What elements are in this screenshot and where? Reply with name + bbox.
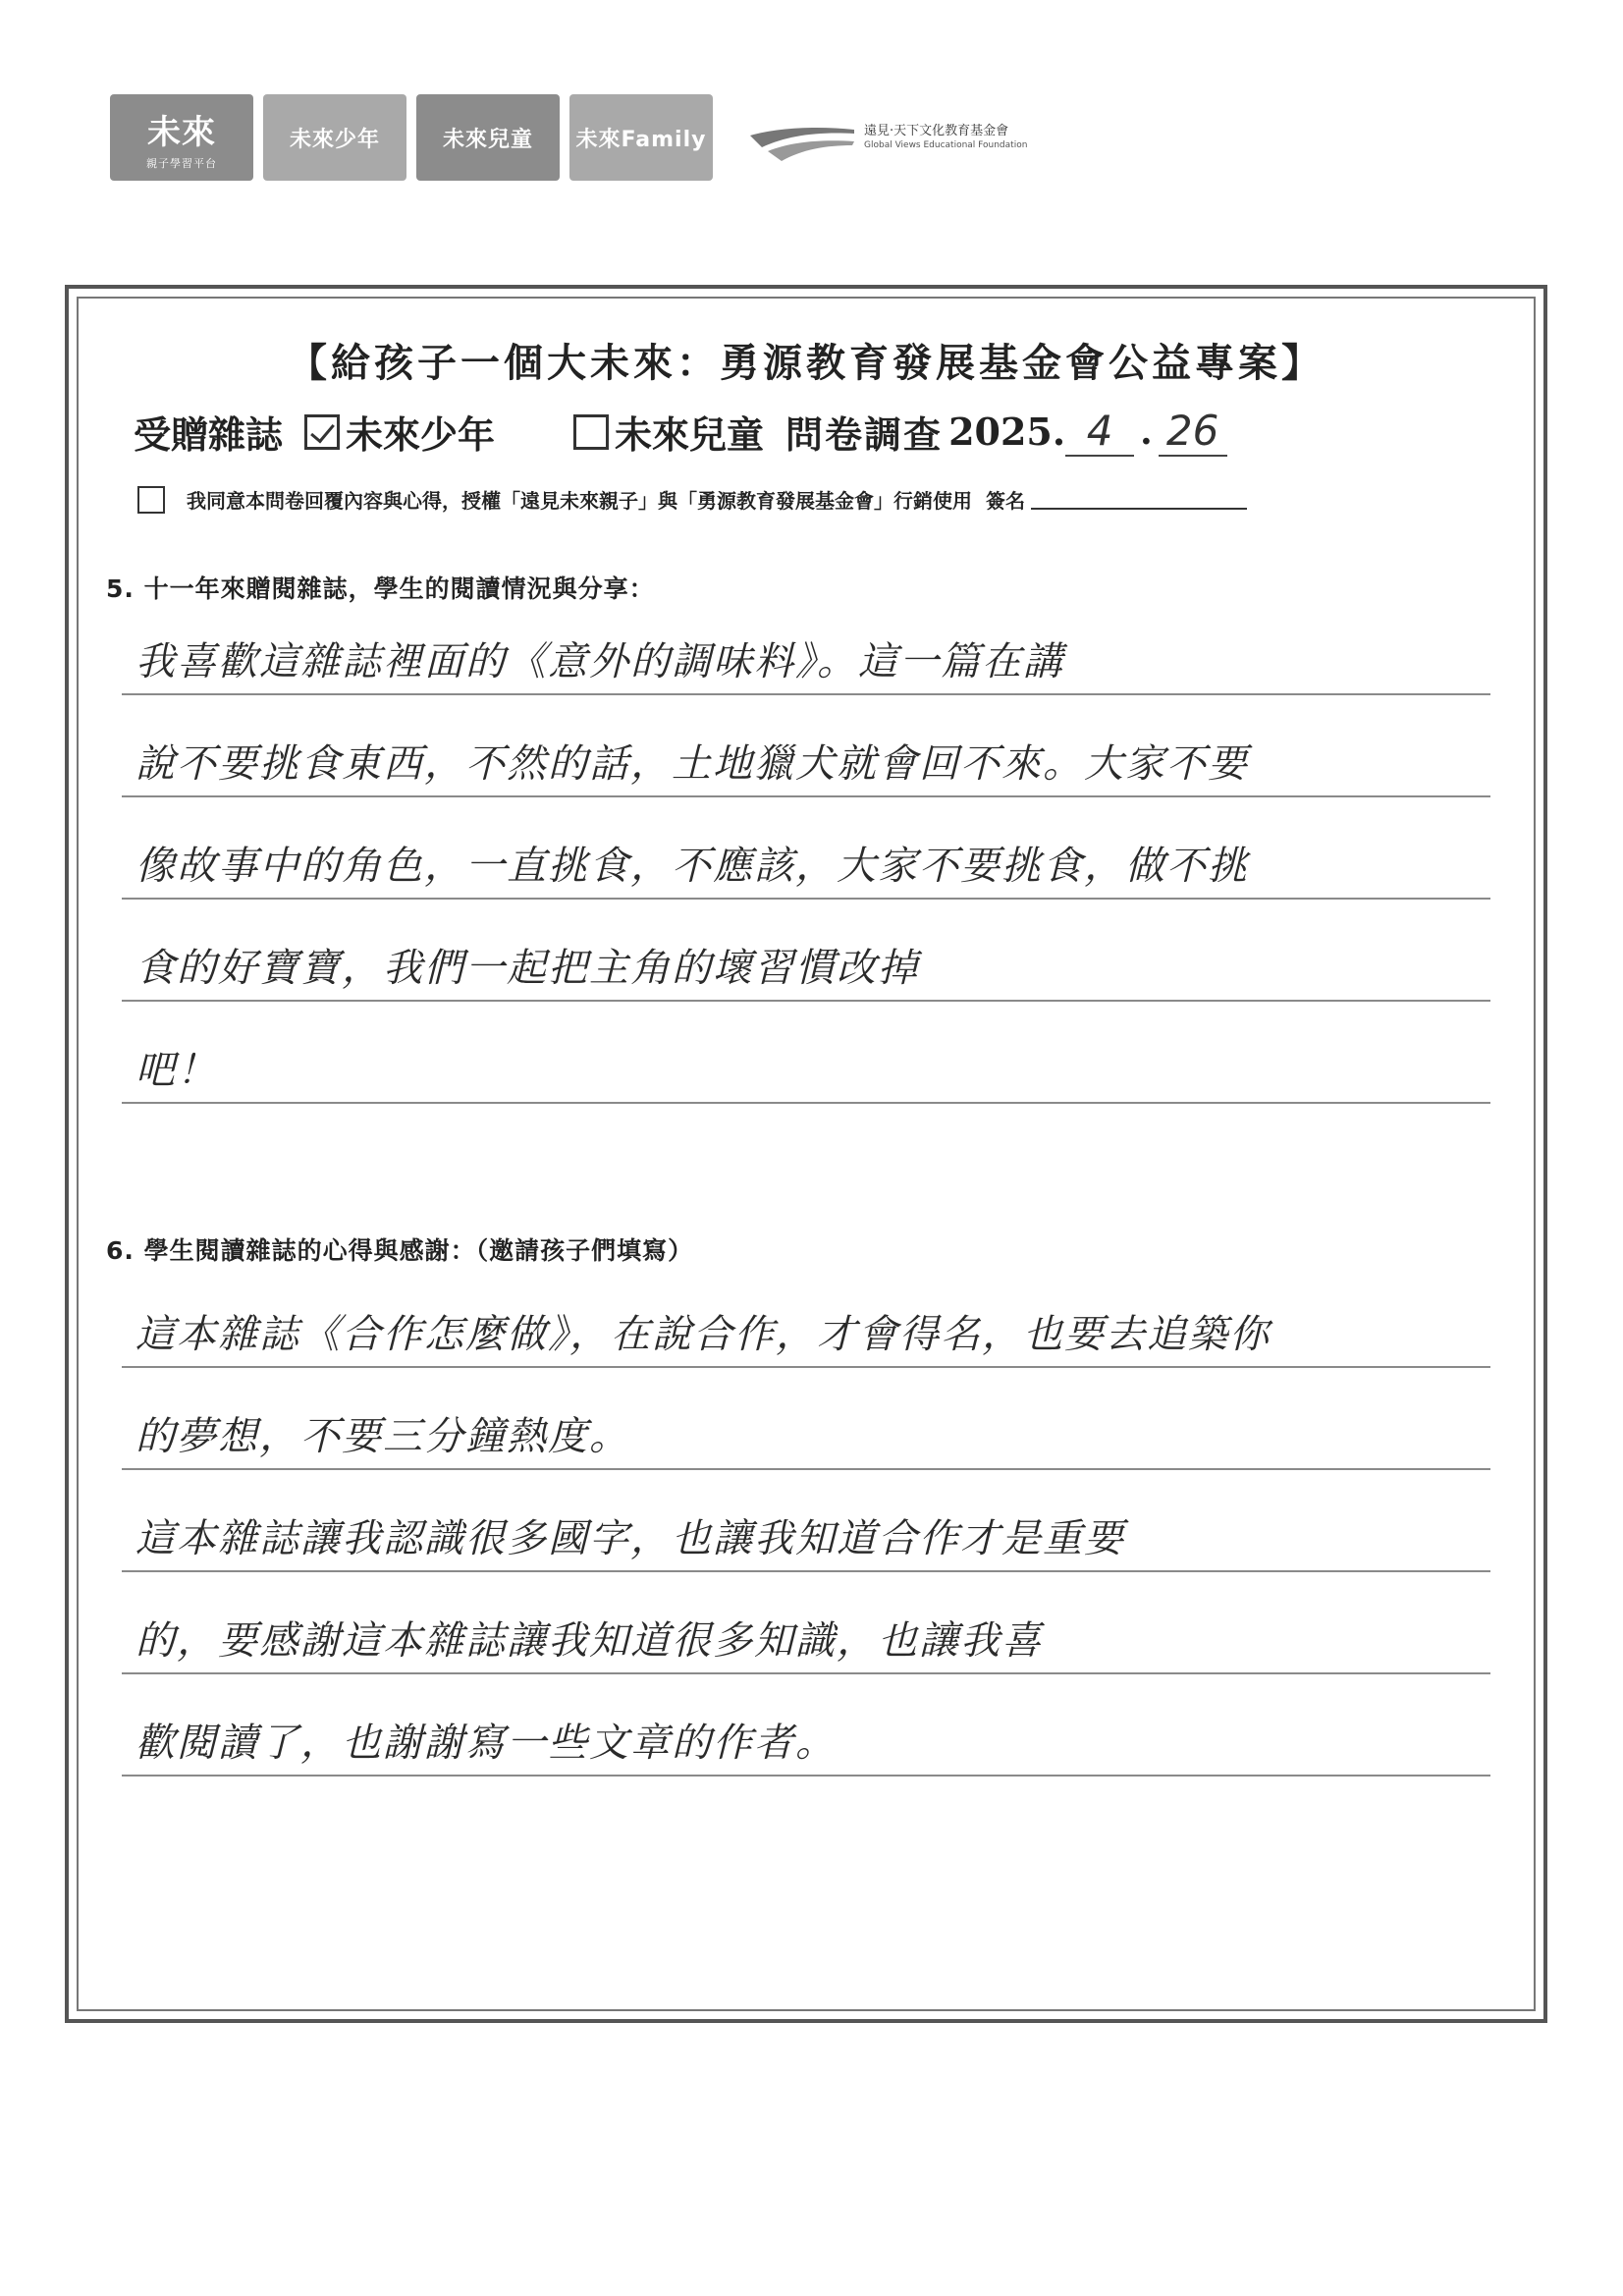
consent-checkbox[interactable] [137,486,165,514]
weilai-logo-text: 未來 [147,112,216,152]
survey-day[interactable]: 26 [1159,407,1227,457]
answer-line[interactable] [122,593,1490,695]
consent-row [137,485,1247,514]
weilai-logo [110,94,253,181]
handwritten-text: 像故事中的角色，一直挑食，不應該，大家不要挑食，做不挑 [135,844,1249,889]
option-youth-label: 未來少年 [346,412,496,457]
answer-line[interactable] [122,1470,1490,1572]
answer-line[interactable] [122,900,1490,1002]
handwritten-text: 的，要感謝這本雜誌讓我知道很多知識，也讓我喜 [135,1618,1043,1664]
answer-line[interactable] [122,797,1490,900]
survey-month[interactable]: 4 [1065,407,1134,457]
answer-line[interactable] [122,1368,1490,1470]
signature-field[interactable] [1031,490,1247,510]
form-title: 【給孩子一個大未來：勇源教育發展基金會公益專案】 [288,340,1325,386]
section5-answer [122,593,1490,1104]
weilai-family-logo-text: 未來Family [575,127,707,152]
magazine-label: 受贈雜誌 [134,412,284,457]
option-youth-checkbox[interactable] [304,414,340,450]
handwritten-text: 的夢想，不要三分鐘熱度。 [135,1414,630,1459]
option-kids-label: 未來兒童 [615,412,765,457]
handwritten-text: 我喜歡這雜誌裡面的《意外的調味料》。這一篇在講 [135,639,1064,684]
survey-label: 問卷調查 [785,412,944,457]
signature-label: 簽名 [986,489,1025,513]
survey-form [65,285,1547,2023]
weilai-family-logo [569,94,713,181]
logo-strip [110,90,1027,185]
weilai-logo-sub: 親子學習平台 [146,156,217,170]
handwritten-text: 歡閱讀了，也謝謝寫一些文章的作者。 [135,1721,837,1766]
answer-line[interactable] [122,695,1490,797]
handwritten-text: 吧！ [135,1048,218,1093]
section6-answer [122,1266,1490,1777]
answer-line[interactable] [122,1572,1490,1674]
foundation-logo [748,108,1027,167]
section5-heading: 5. 十一年來贈閱雜誌，學生的閱讀情況與分享： [106,574,655,603]
weilai-youth-logo-text: 未來少年 [289,127,380,152]
weilai-youth-logo [263,94,406,181]
consent-text: 我同意本問卷回覆內容與心得，授權「遠見未來親子」與「勇源教育發展基金會」行銷使用 [187,489,972,513]
magazine-row: 受贈雜誌 未來少年 未來兒童 問卷調查 2025. 4 . 26 [134,405,1227,459]
foundation-name-en: Global Views Educational Foundation [864,139,1028,150]
handwritten-text: 這本雜誌讓我認識很多國字，也讓我知道合作才是重要 [135,1516,1125,1561]
survey-year: 2025. [948,410,1066,454]
handwritten-text: 這本雜誌《合作怎麼做》，在說合作，才會得名，也要去追築你 [135,1312,1271,1357]
option-kids-checkbox[interactable] [573,414,609,450]
foundation-name: 遠見·天下文化教育基金會 [864,123,1009,138]
handwritten-text: 食的好寶寶，我們一起把主角的壞習慣改掉 [135,946,919,991]
weilai-kids-logo-text: 未來兒童 [442,127,533,152]
foundation-swoosh-icon [748,108,856,167]
answer-line[interactable] [122,1266,1490,1368]
weilai-kids-logo [416,94,560,181]
answer-line[interactable] [122,1674,1490,1777]
survey-form-inner [77,297,1536,2011]
handwritten-text: 說不要挑食東西，不然的話，土地獵犬就會回不來。大家不要 [135,741,1249,787]
section6-heading: 6. 學生閱讀雜誌的心得與感謝：（邀請孩子們填寫） [106,1236,694,1265]
answer-line[interactable] [122,1002,1490,1104]
foundation-text [864,124,1027,152]
